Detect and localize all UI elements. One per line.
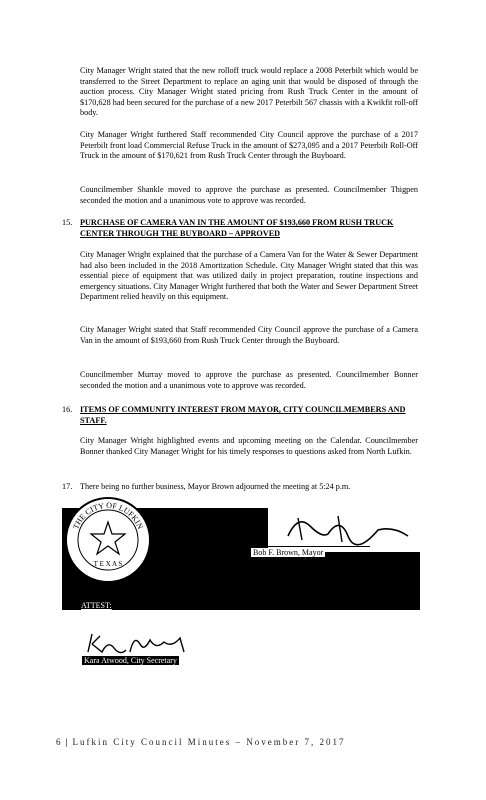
item-16-heading: ITEMS OF COMMUNITY INTEREST FROM MAYOR, CITY COUNCILMEMBERS AND STAFF.	[80, 405, 406, 425]
item-15-heading: PURCHASE OF CAMERA VAN IN THE AMOUNT OF $193,660 FROM RUSH TRUCK CENTER THROUGH THE BUYBOARD – APPROVED	[80, 218, 394, 238]
footer-title: Lufkin City Council Minutes – November 7, 2017	[72, 737, 346, 747]
city-secretary-name: Kara Atwood, City Secretary	[84, 656, 177, 665]
paragraph-recommendation: City Manager Wright furthered Staff recommended City Council approve the purchase of a 2017 Peterbilt front load Commercial Refuse Truck in the amount of $273,095 and a 2017 Peterbilt Roll-Off Truck in the amount of $170,621 from Rush Truck Center through the Buyboard.	[80, 130, 418, 161]
attest-label: ATTEST:	[81, 601, 112, 610]
item-15-paragraph-3: Councilmember Murray moved to approve the purchase as presented. Councilmember Bonner seconded the motion and a unanimous vote to approve was recorded.	[80, 370, 418, 390]
item-15-number: 15.	[62, 218, 73, 227]
item-15-paragraph-2: City Manager Wright stated that Staff recommended City Council approve the purchase of a Camera Van in the amount of $193,660 from Rush Truck Center through the Buyboard.	[80, 325, 418, 345]
page-number: 6	[56, 737, 63, 747]
seal-text: THE CITY OF LUFKIN	[71, 500, 145, 531]
page-footer	[56, 737, 345, 747]
mayor-name: Bob F. Brown, Mayor	[253, 548, 324, 557]
item-17-number: 17.	[62, 482, 73, 491]
paragraph-rolloff-truck: City Manager Wright stated that the new rolloff truck would replace a 2008 Peterbilt which would be transferred to the Street Department to replace an aging unit that would be disposed of through the auction process. City Manager Wright stated pricing from Rush Truck Center in the amount of $170,628 had been secured for the purchase of a new 2017 Peterbilt 567 chassis with a Kwikfit roll-off body.	[80, 66, 418, 118]
item-16-paragraph: City Manager Wright highlighted events and upcoming meeting on the Calendar. Councilmember Bonner thanked City Manager Wright for his timely responses to questions asked from North Lufkin.	[80, 436, 418, 456]
mayor-signature-line	[250, 546, 370, 547]
item-16-number: 16.	[62, 405, 73, 414]
city-seal-icon	[64, 496, 152, 584]
paragraph-motion: Councilmember Shankle moved to approve the purchase as presented. Councilmember Thigpen seconded the motion and a unanimous vote to approve was recorded.	[80, 185, 418, 205]
footer-separator: |	[65, 737, 70, 747]
item-15-paragraph-1: City Manager Wright explained that the purchase of a Camera Van for the Water & Sewer Department had also been included in the 2018 Amortization Schedule. City Manager Wright stated that this was essential piece of equipment that was utilized daily in project preparation, routine inspections and emergency situations. City Manager Wright furthered that both the Water and Sewer Department Street Department relied heavily on this equipment.	[80, 250, 418, 302]
seal-letters: T E X A S	[93, 560, 123, 568]
item-17-paragraph: There being no further business, Mayor Brown adjourned the meeting at 5:24 p.m.	[80, 482, 351, 491]
